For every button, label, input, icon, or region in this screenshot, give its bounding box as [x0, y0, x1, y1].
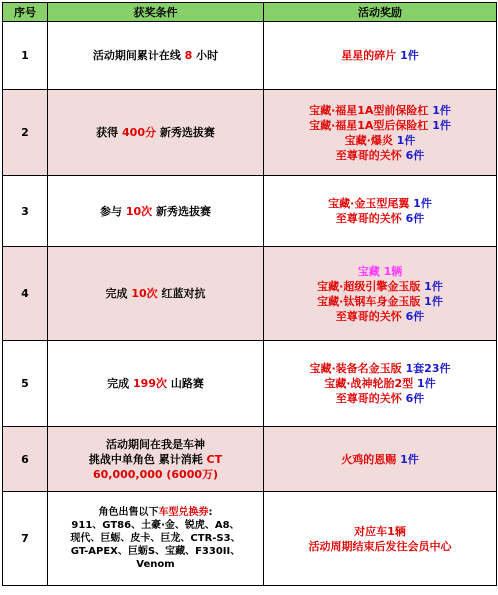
reward-cell-text: 1件	[420, 279, 443, 293]
reward-cell	[264, 247, 497, 341]
condition-cell-text: 活动期间累计在线	[92, 49, 185, 62]
reward-cell-line	[266, 148, 494, 163]
condition-cell-text: CT	[206, 452, 223, 466]
reward-cell-text: 6件	[401, 148, 425, 162]
condition-cell-text: 山路赛	[166, 377, 204, 390]
condition-cell-text: 新秀选拔赛	[152, 204, 211, 218]
reward-cell-text: 宝藏·战神轮胎2型	[324, 377, 414, 390]
condition-cell-text: :	[208, 507, 213, 518]
reward-cell-text: 宝藏 1辆	[357, 264, 403, 278]
condition-cell-line	[50, 519, 261, 532]
reward-cell-text: 1件	[413, 377, 436, 390]
condition-cell-line	[50, 286, 261, 301]
condition-cell-text: 8	[184, 49, 193, 62]
condition-cell	[48, 247, 264, 341]
condition-cell	[48, 492, 264, 586]
reward-cell-text: 火鸡的恩赐	[341, 452, 397, 466]
reward-cell-text: 宝藏·福星1A型后保险杠	[309, 118, 429, 132]
condition-cell-line	[50, 452, 261, 467]
row-index: 3	[3, 176, 48, 247]
reward-cell	[264, 22, 497, 90]
reward-cell-line	[266, 376, 494, 391]
row-index: 5	[3, 341, 48, 427]
reward-cell-text: 宝藏·钛钢车身金玉版	[317, 294, 421, 308]
condition-cell-text: Venom	[136, 559, 175, 570]
reward-cell-text: 1套23件	[401, 362, 451, 375]
condition-cell-text: 新秀选拔赛	[155, 126, 215, 139]
condition-cell	[48, 427, 264, 492]
reward-cell-line	[266, 211, 494, 226]
row-index: 4	[3, 247, 48, 341]
reward-table-container	[2, 2, 496, 586]
table-row	[3, 22, 497, 90]
condition-cell-line	[50, 558, 261, 571]
reward-cell-text: 1件	[409, 197, 432, 210]
condition-cell-text: 911、GT86、土豪·金、锐虎、A8、	[71, 520, 240, 531]
condition-cell	[48, 341, 264, 427]
reward-cell-line	[266, 391, 494, 406]
reward-cell-line	[266, 279, 494, 294]
condition-cell-text: 完成	[107, 377, 134, 390]
reward-cell-text: 宝藏·爆炎	[344, 133, 393, 147]
condition-cell-line	[50, 204, 261, 219]
condition-cell-text: 挑战中单角色 累计消耗	[88, 452, 207, 466]
table-row	[3, 247, 497, 341]
condition-cell-line	[50, 437, 261, 452]
condition-cell-line	[50, 467, 261, 482]
reward-cell-text: 活动周期结束后发往会员中心	[308, 539, 452, 553]
condition-cell-text: 参与	[100, 204, 126, 218]
reward-cell-line	[266, 539, 494, 554]
table-row	[3, 341, 497, 427]
row-index: 1	[3, 22, 48, 90]
condition-cell-text: 小时	[192, 49, 219, 62]
reward-cell-line	[266, 48, 494, 63]
condition-cell	[48, 90, 264, 176]
condition-cell-line	[50, 545, 261, 558]
condition-cell	[48, 22, 264, 90]
table-row	[3, 492, 497, 586]
reward-cell-line	[266, 103, 494, 118]
reward-cell-line	[266, 361, 494, 376]
reward-cell-line	[266, 452, 494, 467]
table-body	[3, 22, 497, 586]
reward-cell-line	[266, 524, 494, 539]
condition-cell-text: GT-APEX、巨蛎S、宝藏、F330II、	[70, 546, 241, 557]
condition-cell-line	[50, 125, 261, 140]
reward-cell	[264, 492, 497, 586]
reward-cell-text: 6件	[401, 392, 425, 405]
reward-cell-text: 宝藏·装备名金玉版	[309, 362, 402, 375]
reward-table	[2, 2, 497, 586]
reward-cell-text: 宝藏·福星1A型前保险杠	[309, 103, 429, 117]
reward-cell-text: 至尊哥的关怀	[335, 309, 402, 323]
reward-cell-text: 1件	[428, 118, 451, 132]
reward-cell-text: 宝藏·超级引擎金玉版	[317, 279, 421, 293]
condition-cell-text: 10次	[131, 287, 158, 300]
condition-cell-text: 车型兑换券	[158, 507, 209, 518]
row-index: 7	[3, 492, 48, 586]
reward-cell-text: 1件	[420, 294, 443, 308]
header-row	[3, 3, 497, 22]
condition-cell-text: 角色出售以下	[98, 507, 159, 518]
condition-cell-text: 红蓝对抗	[157, 287, 206, 300]
condition-cell-line	[50, 532, 261, 545]
row-index: 2	[3, 90, 48, 176]
reward-cell-text: 6件	[401, 212, 425, 225]
reward-cell-line	[266, 133, 494, 148]
reward-cell-text: 星星的碎片	[341, 49, 397, 62]
table-row	[3, 90, 497, 176]
reward-cell-text: 对应车1辆	[354, 524, 406, 538]
reward-cell-text: 至尊哥的关怀	[335, 392, 402, 405]
reward-cell-line	[266, 309, 494, 324]
reward-cell-text: 至尊哥的关怀	[335, 148, 402, 162]
condition-cell	[48, 176, 264, 247]
reward-cell	[264, 90, 497, 176]
condition-cell-text: 活动期间在我是车神	[106, 437, 205, 451]
condition-cell-text: 获得	[96, 126, 123, 139]
condition-cell-text: 400分	[122, 126, 156, 139]
condition-cell-line	[50, 506, 261, 519]
condition-cell-line	[50, 376, 261, 391]
reward-cell-line	[266, 196, 494, 211]
reward-cell-text: 至尊哥的关怀	[335, 212, 402, 225]
reward-cell	[264, 341, 497, 427]
condition-cell-text: 完成	[105, 287, 132, 300]
table-row	[3, 427, 497, 492]
reward-cell	[264, 427, 497, 492]
table-row	[3, 176, 497, 247]
reward-cell-text: 1件	[392, 133, 416, 147]
reward-cell-text: 6件	[401, 309, 425, 323]
row-index: 6	[3, 427, 48, 492]
reward-cell-text: 宝藏·金玉型尾翼	[328, 197, 410, 210]
condition-cell-line	[50, 48, 261, 63]
reward-cell-text: 1件	[396, 49, 419, 62]
reward-cell-text: 1件	[396, 452, 419, 466]
reward-cell-text: 1件	[428, 103, 451, 117]
condition-cell-text: 现代、巨蛎、皮卡、巨龙、CTR-S3、	[70, 533, 241, 544]
header-index: 序号	[3, 3, 48, 22]
condition-cell-text: 199次	[133, 377, 167, 390]
reward-cell-line	[266, 264, 494, 279]
condition-cell-text: 10次	[125, 204, 153, 218]
header-condition: 获奖条件	[48, 3, 264, 22]
reward-cell	[264, 176, 497, 247]
reward-cell-line	[266, 294, 494, 309]
header-reward: 活动奖励	[264, 3, 497, 22]
condition-cell-text: 60,000,000 (6000万)	[92, 467, 219, 481]
reward-cell-line	[266, 118, 494, 133]
